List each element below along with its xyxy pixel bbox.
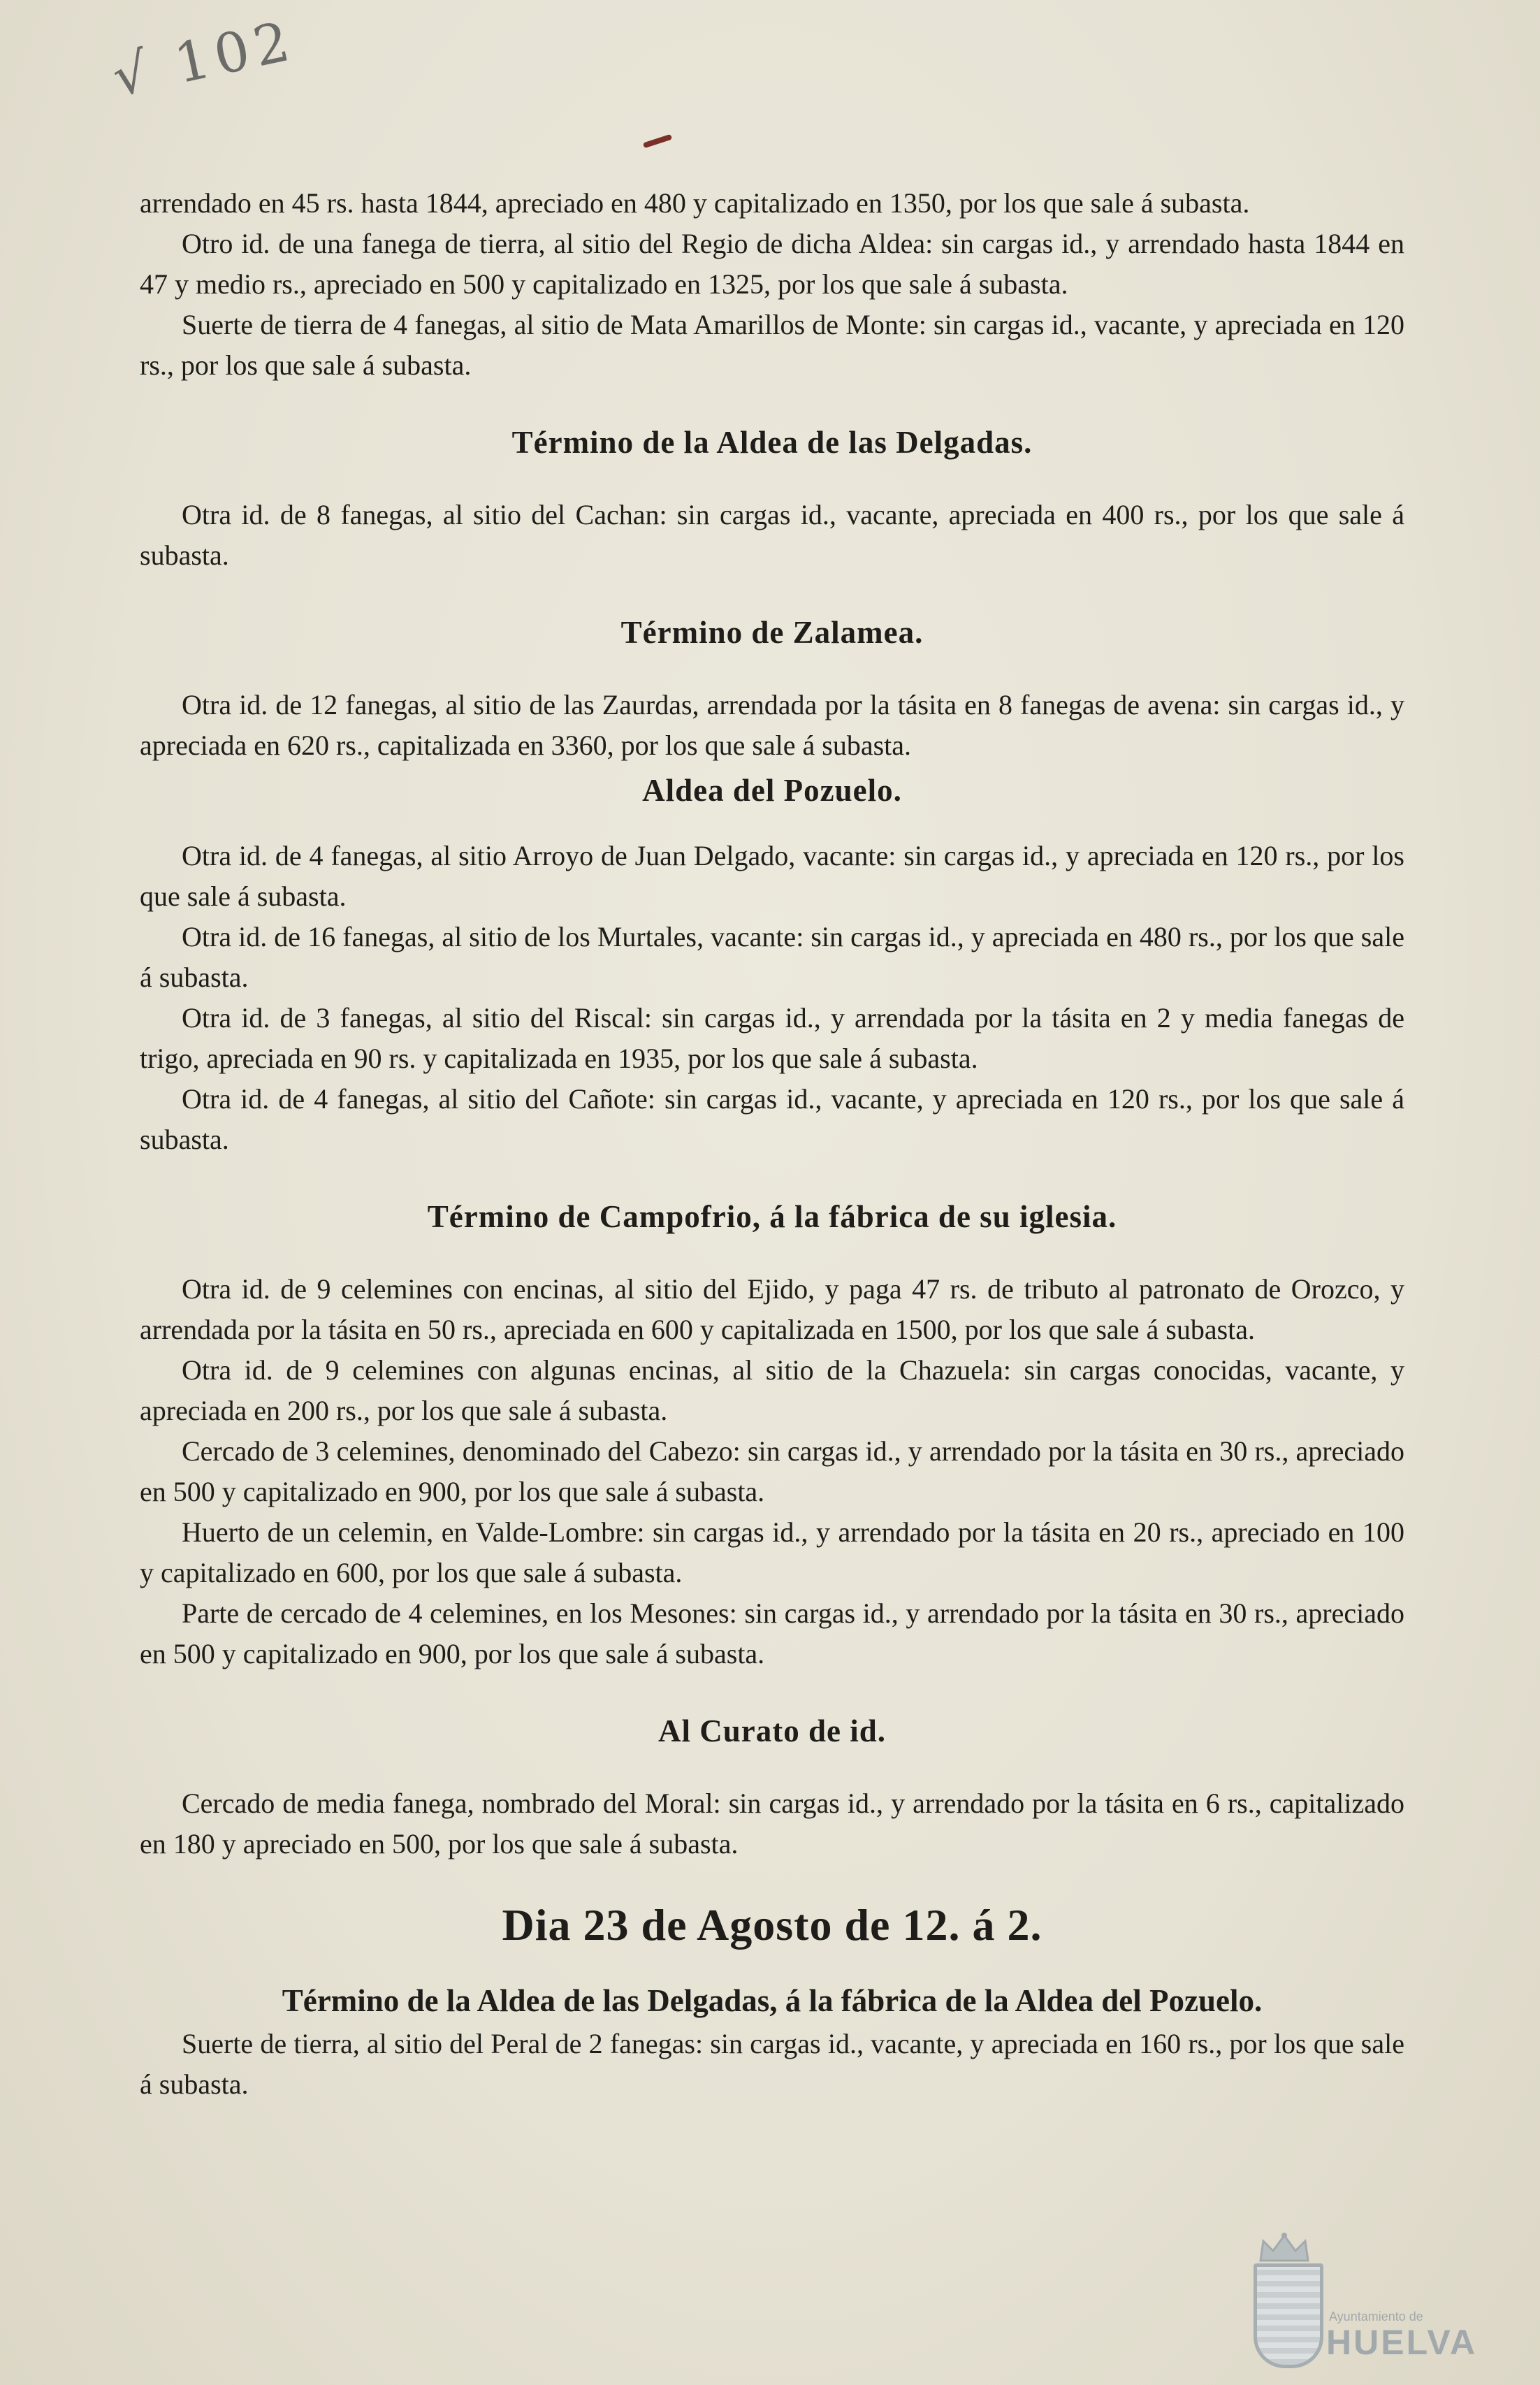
paragraph: Parte de cercado de 4 celemines, en los Mesones: sin cargas id., y arrendado por la tásita en 30 rs., apreciado en 500 y capitalizado en 900, por los que sale á subasta.: [140, 1597, 1404, 1669]
crown-icon: [1256, 2233, 1312, 2263]
emblem-caption: Ayuntamiento de: [1329, 2310, 1423, 2324]
paragraph: Cercado de 3 celemines, denominado del Cabezo: sin cargas id., y arrendado por la tásita en 30 rs., apreciado en 500 y capitalizado en 900, por los que sale á subasta.: [140, 1435, 1404, 1507]
paragraph: Suerte de tierra, al sitio del Peral de 2 fanegas: sin cargas id., vacante, y apreciada en 160 rs., por los que sale á subasta.: [140, 2028, 1404, 2100]
paragraph: Otra id. de 4 fanegas, al sitio del Cañote: sin cargas id., vacante, y apreciada en 120 rs., por los que sale á subasta.: [140, 1083, 1404, 1155]
paragraph: Otra id. de 12 fanegas, al sitio de las Zaurdas, arrendada por la tásita en 8 fanegas de avena: sin cargas id., y apreciada en 620 rs., capitalizada en 3360, por los que sale á subasta.: [140, 689, 1404, 761]
shield-icon: [1254, 2263, 1323, 2368]
paragraph: Otro id. de una fanega de tierra, al sitio del Regio de dicha Aldea: sin cargas id., y arrendado hasta 1844 en 47 y medio rs., apreciado en 500 y capitalizado en 1325, por los que sale á subasta.: [140, 228, 1404, 300]
emblem-title: HUELVA: [1326, 2323, 1478, 2362]
paragraph: Otra id. de 4 fanegas, al sitio Arroyo de Juan Delgado, vacante: sin cargas id., y apreciada en 120 rs., por los que sale á subasta.: [140, 840, 1404, 912]
paragraph: Otra id. de 9 celemines con encinas, al sitio del Ejido, y paga 47 rs. de tributo al patronato de Orozco, y arrendada por la tásita en 50 rs., apreciada en 600 y capitalizada en 1500, por los que sale á subasta.: [140, 1273, 1404, 1345]
section-heading-pozuelo: Aldea del Pozuelo.: [642, 773, 902, 808]
paragraph: Otra id. de 3 fanegas, al sitio del Riscal: sin cargas id., y arrendada por la tásita en 2 y media fanegas de trigo, apreciada en 90 rs. y capitalizada en 1935, por los que sale á subasta.: [140, 1002, 1404, 1074]
section-heading-campofrio: Término de Campofrio, á la fábrica de su iglesia.: [427, 1199, 1117, 1234]
section-heading-delgadas: Término de la Aldea de las Delgadas.: [511, 425, 1033, 460]
day-subheading: Término de la Aldea de las Delgadas, á la fábrica de la Aldea del Pozuelo.: [282, 1983, 1263, 2018]
ink-mark: [643, 134, 672, 149]
paragraph: Cercado de media fanega, nombrado del Moral: sin cargas id., y arrendado por la tásita en 6 rs., capitalizado en 180 y apreciado en 500, por los que sale á subasta.: [140, 1788, 1404, 1860]
section-heading-zalamea: Término de Zalamea.: [620, 615, 924, 650]
day-heading: Dia 23 de Agosto de 12. á 2.: [502, 1900, 1043, 1950]
document-body: [140, 183, 1404, 2105]
handwritten-page-number: √ 102: [107, 9, 300, 110]
paragraph: Otra id. de 9 celemines con algunas encinas, al sitio de la Chazuela: sin cargas conocidas, vacante, y apreciada en 200 rs., por los que sale á subasta.: [140, 1354, 1404, 1426]
paragraph: Otra id. de 16 fanegas, al sitio de los Murtales, vacante: sin cargas id., y apreciada en 480 rs., por los que sale á subasta.: [140, 921, 1404, 993]
huelva-emblem: [1244, 2233, 1481, 2372]
paragraph: Suerte de tierra de 4 fanegas, al sitio de Mata Amarillos de Monte: sin cargas id., vacante, y apreciada en 120 rs., por los que sale á subasta.: [140, 309, 1404, 381]
paragraph: Otra id. de 8 fanegas, al sitio del Cachan: sin cargas id., vacante, apreciada en 400 rs., por los que sale á subasta.: [140, 499, 1404, 571]
section-heading-curato: Al Curato de id.: [658, 1713, 886, 1748]
paragraph: Huerto de un celemin, en Valde-Lombre: sin cargas id., y arrendado por la tásita en 20 rs., apreciado en 100 y capitalizado en 600, por los que sale á subasta.: [140, 1516, 1404, 1588]
paragraph: arrendado en 45 rs. hasta 1844, apreciado en 480 y capitalizado en 1350, por los que sale á subasta.: [140, 187, 1250, 219]
